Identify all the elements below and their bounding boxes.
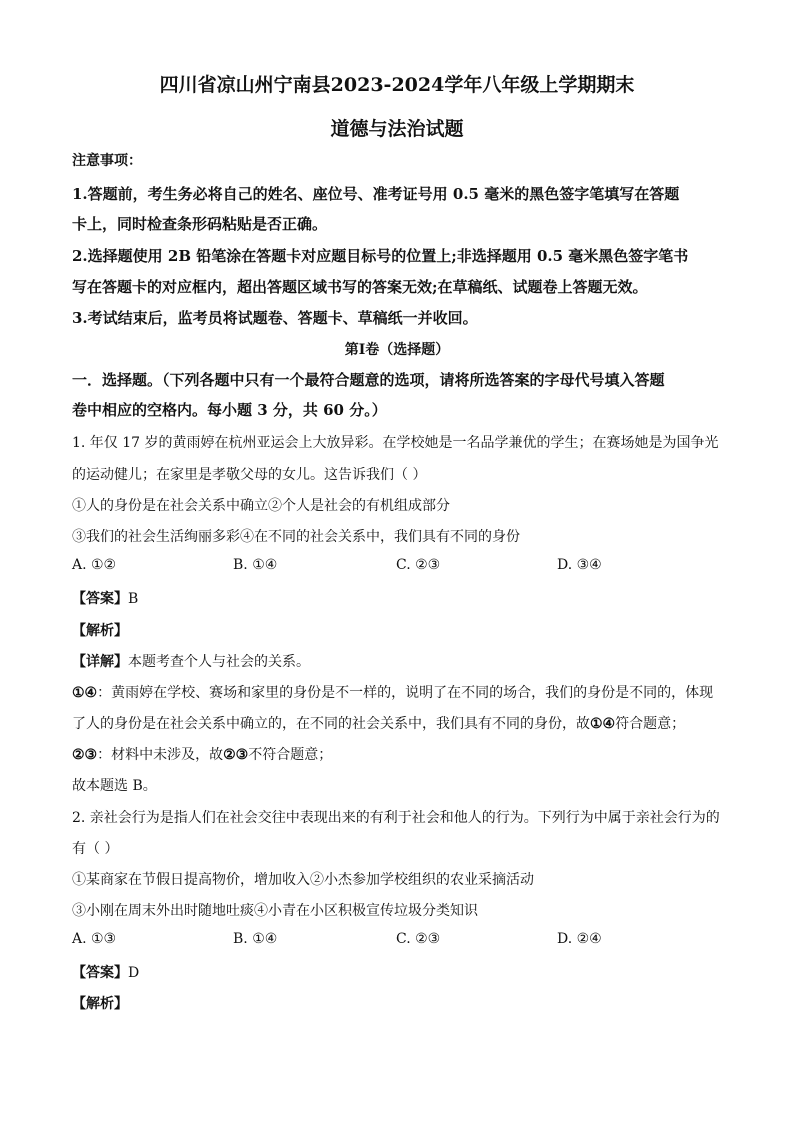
answer-value: B [128,591,139,607]
detail-choice: ②③ [223,747,249,763]
detail-choice: ①④ [590,716,616,732]
detail-text: ：材料中未涉及，故 [97,747,224,763]
notice-item-1-cont: 卡上，同时检查条形码粘贴是否正确。 [72,215,328,233]
q1-detail-line4 [72,744,332,764]
detail-text: 不符合题意； [248,747,333,763]
q1-stem: 1. 年仅 17 岁的黄雨婷在杭州亚运会上大放异彩。在学校她是一名品学兼优的学生；在赛场她是为国争光 [72,435,719,451]
q2-stem-cont: 有（ ） [72,841,119,857]
q1-detail-line2 [72,682,713,702]
detail-choice: ②③ [72,747,98,763]
answer-tag: 【答案】 [72,591,128,607]
notice-item-3: 3.考试结束后，监考员将试题卷、答题卡、草稿纸一并收回。 [72,309,478,327]
detail-tag: 【详解】 [72,654,128,670]
answer-value: D [128,965,140,981]
answer-tag: 【答案】 [72,965,128,981]
q2-option-b: B. ①④ [233,931,278,947]
q1-statements-cont: ③我们的社会生活绚丽多彩④在不同的社会关系中，我们具有不同的身份 [72,529,520,545]
section-title: 第Ⅰ卷（选择题） [344,342,450,358]
detail-text: ：黄雨婷在学校、赛场和家里的身份是不一样的，说明了在不同的场合，我们的身份是不同的，体现 [97,685,714,701]
detail-text: 符合题意； [615,716,686,732]
q1-option-b: B. ①④ [233,557,278,573]
q1-option-d: D. ③④ [557,557,602,573]
detail-text: 了人的身份是在社会关系中确立的，在不同的社会关系中，我们具有不同的身份，故 [72,716,590,732]
q1-conclusion: 故本题选 B。 [72,778,157,794]
detail-choice: ①④ [72,685,98,701]
notice-heading: 注意事项： [72,153,142,169]
q1-statements: ①人的身份是在社会关系中确立②个人是社会的有机组成部分 [72,498,450,514]
section-instruction-cont: 卷中相应的空格内。每小题 3 分，共 60 分。） [72,401,387,419]
exam-subtitle: 道德与法治试题 [330,118,464,140]
detail-text: 本题考查个人与社会的关系。 [128,654,310,670]
q2-stem: 2. 亲社会行为是指人们在社会交往中表现出来的有利于社会和他人的行为。下列行为中属于亲社会行为的 [72,810,720,826]
q2-option-a: A. ①③ [72,931,117,947]
q2-statements-cont: ③小刚在周末外出时随地吐痰④小青在小区积极宣传垃圾分类知识 [72,903,478,919]
q1-analysis-tag: 【解析】 [72,623,128,639]
q1-answer [72,588,138,608]
q1-option-a: A. ①② [72,557,117,573]
q2-option-d: D. ②④ [557,931,602,947]
q2-statements: ①某商家在节假日提高物价，增加收入②小杰参加学校组织的农业采摘活动 [72,872,534,888]
q1-detail [72,651,310,671]
q2-analysis-tag: 【解析】 [72,996,128,1012]
section-instruction: 一．选择题。（下列各题中只有一个最符合题意的选项，请将所选答案的字母代号填入答题 [72,371,665,389]
q2-answer [72,962,139,982]
exam-title: 四川省凉山州宁南县2023-2024学年八年级上学期期末 [159,74,635,96]
q1-stem-cont: 的运动健儿；在家里是孝敬父母的女儿。这告诉我们（ ） [72,467,427,483]
q1-option-c: C. ②③ [396,557,441,573]
q1-detail-line3 [72,713,685,733]
q2-option-c: C. ②③ [396,931,441,947]
notice-item-2: 2.选择题使用 2B 铅笔涂在答题卡对应题目标号的位置上;非选择题用 0.5 毫米黑色签字笔书 [72,247,689,265]
notice-item-2-cont: 写在答题卡的对应框内，超出答题区域书写的答案无效;在草稿纸、试题卷上答题无效。 [72,278,648,296]
notice-item-1: 1.答题前，考生务必将自己的姓名、座位号、准考证号用 0.5 毫米的黑色签字笔填写在答题 [72,185,680,203]
